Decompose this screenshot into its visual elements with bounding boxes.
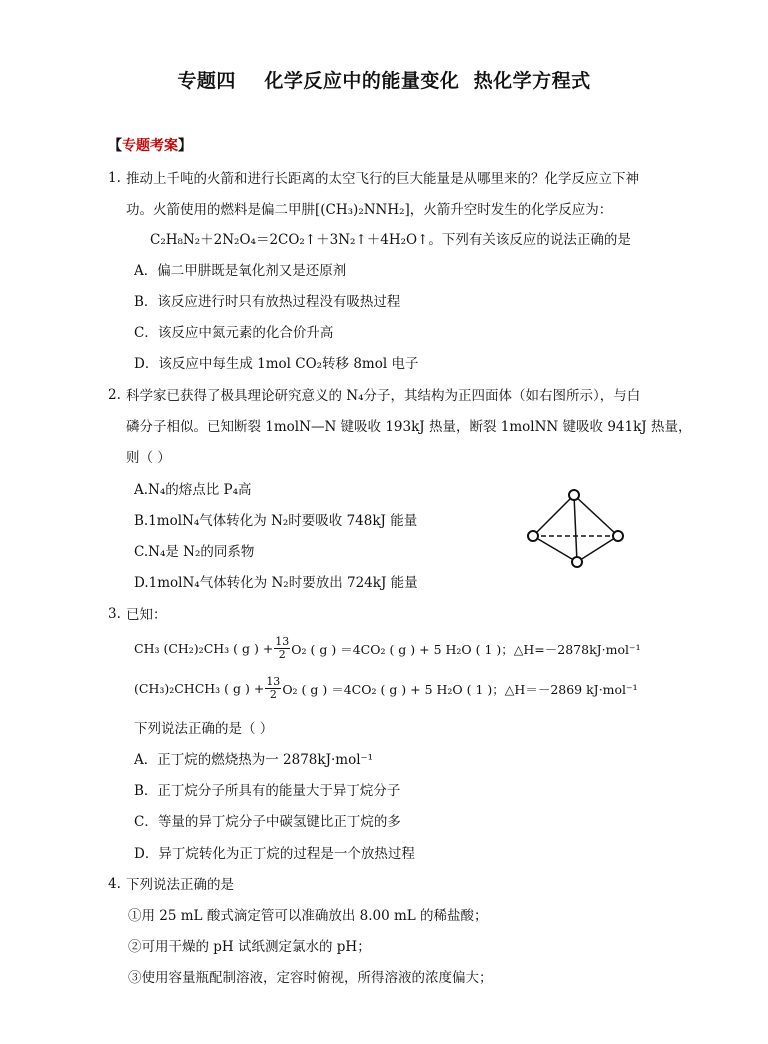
eq1-right: O₂ ( g ) ＝4CO₂ ( g ) + 5 H₂O ( 1 )；△H=－2878kJ·mol⁻¹ [291,641,641,657]
q3-option-c: C．等量的异丁烷分子中碳氢键比正丁烷的多 [134,814,401,830]
fraction-numerator: 13 [275,635,290,648]
section-bracket-open: 【 [108,138,122,154]
q2-option-a: A.N₄的熔点比 P₄高 [134,482,252,498]
q3-option-b: B．正丁烷分子所具有的能量大于异丁烷分子 [134,783,401,799]
fraction-numerator: 13 [266,675,281,688]
n4-tetrahedron-diagram [520,486,630,576]
fraction [274,636,290,661]
atom-circle [572,557,582,567]
bond-line [577,536,618,562]
eq2-left: (CH₃)₂CHCH₃ ( g ) + [134,681,265,696]
atom-circle [528,531,538,541]
fraction [265,676,281,701]
atom-circle [613,531,623,541]
q4-item-1: ①用 25 mL 酸式滴定管可以准确放出 8.00 mL 的稀盐酸； [128,908,488,924]
bond-line [574,495,618,536]
q3-equation-2 [134,676,638,701]
q4-item-3: ③使用容量瓶配制溶液，定容时俯视，所得溶液的浓度偏大； [128,970,493,986]
fraction-denominator: 2 [269,688,277,701]
q2-line1: 科学家已获得了极具理论研究意义的 N₄分子，其结构为正四面体（如右图所示），与白 [126,388,641,404]
q1-line2: 功。火箭使用的燃料是偏二甲肼[(CH₃)₂NNH₂]，火箭升空时发生的化学反应为： [126,202,613,218]
q2-option-d: D.1molN₄气体转化为 N₂时要放出 724kJ 能量 [134,575,418,591]
q1-option-b: B．该反应进行时只有放热过程没有吸热过程 [134,294,401,310]
q2-line3: 则（ ） [126,450,171,466]
q3-option-a: A．正丁烷的燃烧热为一 2878kJ·mol⁻¹ [134,752,374,768]
bond-line [533,495,574,536]
bond-line [574,495,577,562]
q4-number: 4. [108,876,121,892]
q1-option-d: D．该反应中每生成 1mol CO₂转移 8mol 电子 [134,356,419,372]
q4-intro: 下列说法正确的是 [126,877,234,893]
q3-number: 3. [108,606,121,622]
fraction-denominator: 2 [278,648,286,661]
section-bracket-close: 】 [178,138,192,154]
q1-number: 1. [108,170,121,186]
bond-line [533,536,577,562]
atom-circle [569,490,579,500]
q2-option-b: B.1molN₄气体转化为 N₂时要吸收 748kJ 能量 [134,513,418,529]
q4-item-2: ②可用干燥的 pH 试纸测定氯水的 pH； [128,939,371,955]
section-heading [108,135,192,155]
q3-option-d: D．异丁烷转化为正丁烷的过程是一个放热过程 [134,846,415,862]
eq1-left: CH₃ (CH₂)₂CH₃ ( g ) + [134,641,274,656]
page-title: 专题四 化学反应中的能量变化 热化学方程式 [177,70,591,92]
q1-option-a: A．偏二甲肼既是氧化剂又是还原剂 [134,263,347,279]
q3-equation-1 [134,636,641,661]
q1-line3: C₂H₈N₂＋2N₂O₄＝2CO₂↑＋3N₂↑＋4H₂O↑。下列有关该反应的说法正确的是 [150,232,631,248]
q1-option-c: C．该反应中氮元素的化合价升高 [134,325,334,341]
q3-intro: 已知： [126,607,167,623]
q2-number: 2. [108,387,121,403]
section-label: 专题考案 [122,138,178,154]
eq2-right: O₂ ( g ) ＝4CO₂ ( g ) + 5 H₂O ( 1 )；△H＝－2869 kJ·mol⁻¹ [282,681,638,697]
q3-question: 下列说法正确的是（ ） [134,721,274,737]
q2-option-c: C.N₄是 N₂的同系物 [134,544,255,560]
q1-line1: 推动上千吨的火箭和进行长距离的太空飞行的巨大能量是从哪里来的？化学反应立下神 [126,171,639,187]
q2-line2: 磷分子相似。已知断裂 1molN—N 键吸收 193kJ 热量，断裂 1molNN 键吸收 941kJ 热量， [126,419,692,435]
